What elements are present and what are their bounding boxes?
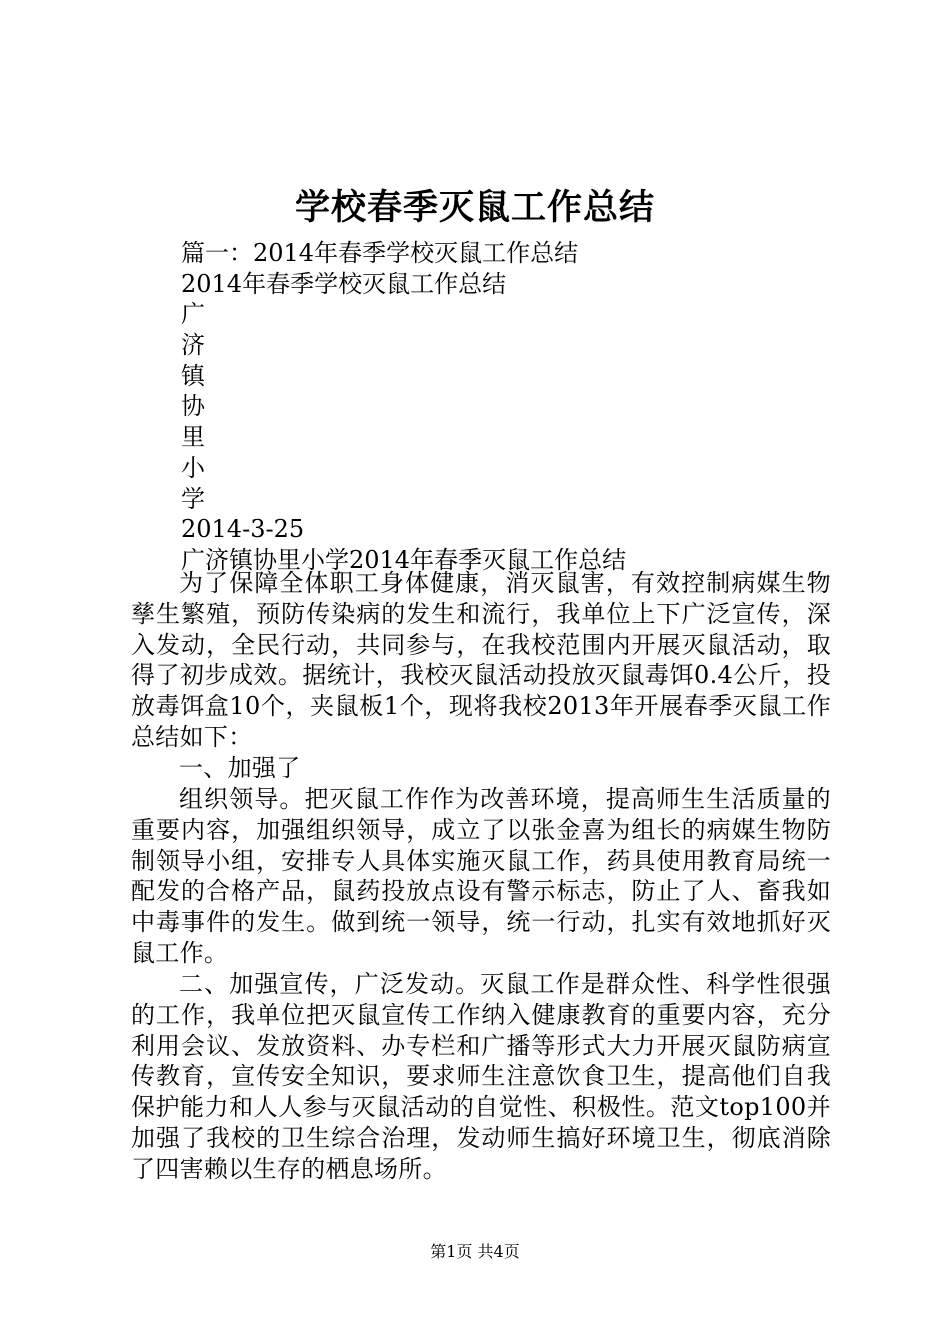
vertical-char: 小 — [181, 454, 205, 482]
paragraph-organization: 组织领导。把灭鼠工作作为改善环境，提高师生生活质量的重要内容，加强组织领导，成立了以张金喜为组长的病媒生物防制领导小组，安排专人具体实施灭鼠工作，药具使用教育局统一配发的合格产品，鼠药投放点设有警示标志，防止了人、畜我如中毒事件的发生。做到统一领导，统一行动，扎实有效地抓好灭鼠工作。 — [131, 785, 831, 967]
section-heading: 篇一：2014年春季学校灭鼠工作总结 — [181, 239, 579, 267]
paragraph-heading-1: 一、加强了 — [179, 754, 301, 782]
vertical-char: 里 — [181, 423, 205, 451]
document-title: 学校春季灭鼠工作总结 — [294, 187, 655, 228]
vertical-char: 学 — [181, 485, 205, 513]
report-title-line: 广济镇协里小学2014年春季灭鼠工作总结 — [181, 546, 627, 574]
vertical-char: 广 — [181, 300, 205, 328]
subtitle-line: 2014年春季学校灭鼠工作总结 — [181, 270, 507, 298]
date-line: 2014-3-25 — [181, 515, 305, 543]
vertical-char: 协 — [181, 392, 205, 420]
page-footer: 第1页 共4页 — [430, 1242, 520, 1261]
paragraph-intro: 为了保障全体职工身体健康，消灭鼠害，有效控制病媒生物孳生繁殖，预防传染病的发生和流行，我单位上下广泛宣传，深入发动，全民行动，共同参与，在我校范围内开展灭鼠活动，取得了初步成效。据统计，我校灭鼠活动投放灭鼠毒饵0.4公斤，投放毒饵盒10个，夹鼠板1个，现将我校2013年开展春季灭鼠工作总结如下： — [131, 569, 831, 751]
vertical-char: 镇 — [181, 362, 205, 390]
vertical-char: 济 — [181, 331, 205, 359]
paragraph-publicity: 二、加强宣传，广泛发动。灭鼠工作是群众性、科学性很强的工作，我单位把灭鼠宣传工作纳入健康教育的重要内容，充分利用会议、发放资料、办专栏和广播等形式大力开展灭鼠防病宣传教育，宣传安全知识，要求师生注意饮食卫生，提高他们自我保护能力和人人参与灭鼠活动的自觉性、积极性。范文top100并加强了我校的卫生综合治理，发动师生搞好环境卫生，彻底消除了四害赖以生存的栖息场所。 — [131, 970, 831, 1183]
